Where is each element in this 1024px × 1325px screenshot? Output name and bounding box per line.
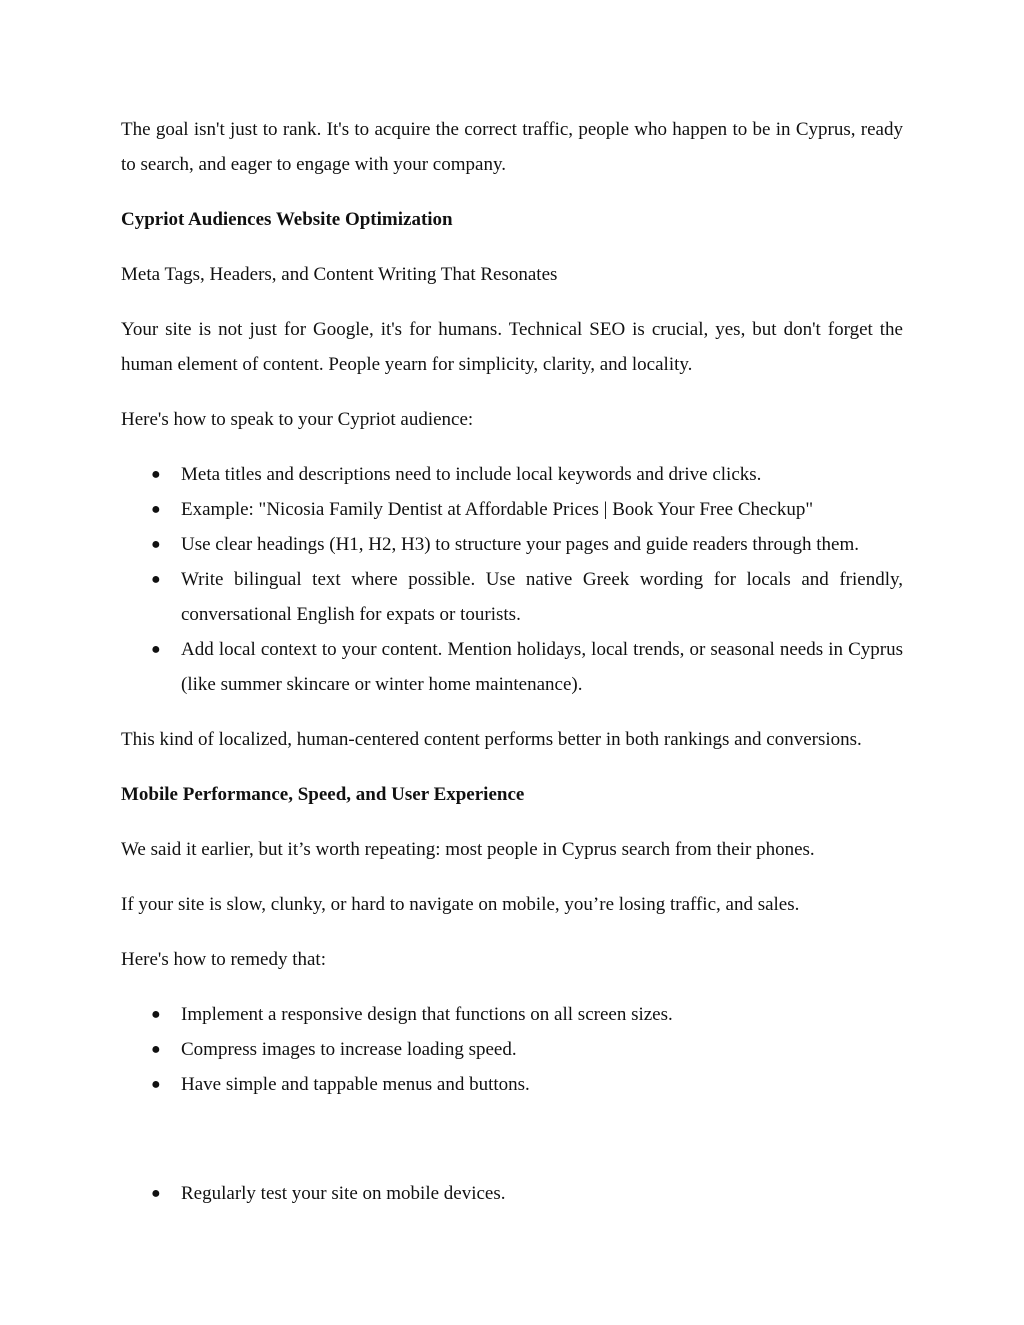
- section2-paragraph-1: We said it earlier, but it’s worth repeating: most people in Cyprus search from their phones.: [121, 839, 815, 860]
- list-item: ● Have simple and tappable menus and buttons.: [121, 1067, 903, 1102]
- bullet-icon: ●: [151, 466, 161, 483]
- list-item: ● Example: "Nicosia Family Dentist at Affordable Prices | Book Your Free Checkup": [121, 492, 903, 527]
- intro-paragraph: The goal isn't just to rank. It's to acquire the correct traffic, people who happen to be in Cyprus, ready to search, and eager to engage with your company.: [121, 119, 903, 175]
- section1-lead-in: Here's how to speak to your Cypriot audience:: [121, 409, 474, 430]
- bullet-icon: ●: [151, 1006, 161, 1023]
- list-item: ● Regularly test your site on mobile devices.: [121, 1176, 903, 1211]
- list-item: ● Meta titles and descriptions need to include local keywords and drive clicks.: [121, 457, 903, 492]
- bullet-icon: ●: [151, 571, 161, 588]
- bullet-icon: ●: [151, 501, 161, 518]
- list-item: ● Implement a responsive design that functions on all screen sizes.: [121, 997, 903, 1032]
- section2-bullet-list: [121, 997, 903, 1102]
- section1-closing: This kind of localized, human-centered content performs better in both rankings and conversions.: [121, 729, 862, 750]
- bullet-icon: ●: [151, 1041, 161, 1058]
- document-page: [121, 112, 903, 1231]
- list-item: ● Compress images to increase loading speed.: [121, 1032, 903, 1067]
- bullet-icon: ●: [151, 1185, 161, 1202]
- section1-paragraph: Your site is not just for Google, it's for humans. Technical SEO is crucial, yes, but don't forget the human element of content. People yearn for simplicity, clarity, and locality.: [121, 319, 903, 375]
- section2-lead-in: Here's how to remedy that:: [121, 949, 326, 970]
- bullet-icon: ●: [151, 536, 161, 553]
- bullet-icon: ●: [151, 1076, 161, 1093]
- section2-bullet-list-continued: [121, 1176, 903, 1211]
- section1-bullet-list: [121, 457, 903, 702]
- list-item: ● Add local context to your content. Mention holidays, local trends, or seasonal needs in Cyprus (like summer skincare or winter home maintenance).: [121, 632, 903, 702]
- bullet-icon: ●: [151, 641, 161, 658]
- list-item: ● Use clear headings (H1, H2, H3) to structure your pages and guide readers through them.: [121, 527, 903, 562]
- section-subheading-meta-tags: Meta Tags, Headers, and Content Writing That Resonates: [121, 264, 558, 285]
- section2-paragraph-2: If your site is slow, clunky, or hard to navigate on mobile, you’re losing traffic, and sales.: [121, 894, 800, 915]
- list-item: ● Write bilingual text where possible. Use native Greek wording for locals and friendly, conversational English for expats or tourists.: [121, 562, 903, 632]
- section-heading-cypriot-audiences: Cypriot Audiences Website Optimization: [121, 209, 453, 230]
- section-heading-mobile-performance: Mobile Performance, Speed, and User Experience: [121, 784, 525, 805]
